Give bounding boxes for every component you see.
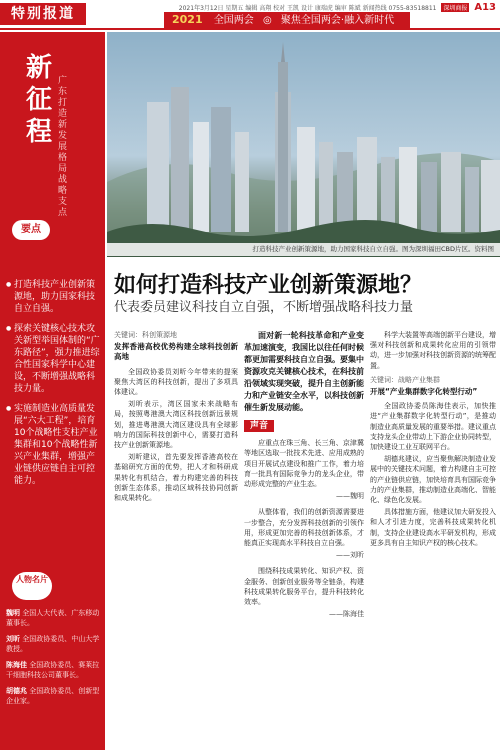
banner-title: 全国两会 xyxy=(213,15,254,26)
headline: 如何打造科技产业创新策源地？ xyxy=(114,273,423,298)
person-name: 陈海佳 xyxy=(6,661,27,669)
key-points xyxy=(6,279,102,495)
quote-text: 从整体看，我们的创新资源需要进一步整合，充分发挥科技创新的引领作用，形成更加完善的科技创新体系，才能真正实现高水平科技自立自强。 xyxy=(244,508,364,548)
banner-separator: ◎ xyxy=(263,15,272,26)
section-head: 开展“产业集群数字化转型行动” xyxy=(370,387,478,397)
person-card xyxy=(6,686,102,706)
points-tag: 要点 xyxy=(12,220,50,240)
quote-signature: ——陈海佳 xyxy=(329,610,364,619)
person-card xyxy=(6,608,102,628)
page-header xyxy=(0,0,500,30)
person-name: 刘昕 xyxy=(6,635,20,643)
keyword-line: 关键词：战略产业集群 xyxy=(370,375,440,384)
voice-tag: 声音 xyxy=(244,420,274,432)
issue-info: 2021年3月12日 星期五 编辑 高翔 校对 王凯 设计 康瑞虎 编审 陈斌 新闻热线 0755-83518811 xyxy=(178,5,437,12)
person-card xyxy=(6,660,102,680)
sidebar xyxy=(0,32,105,750)
key-point: ● 探索关键核心技术攻关新型举国体制的“广东路径”，强力推进综合性国家科学中心建设，不断增强战略科技力量。 xyxy=(6,323,102,395)
quote-text: 围绕科技成果转化、知识产权、资金服务、创新创业服务等全链条，构建科技成果转化服务平台，提升科技转化效率。 xyxy=(244,567,364,607)
cityscape-photo xyxy=(107,32,500,257)
edition-tag: 深圳商报 xyxy=(443,5,468,12)
quote-signature: ——刘昕 xyxy=(336,551,364,560)
person-desc: 全国政协委员、赛莱拉干细胞科技公司董事长。 xyxy=(6,661,100,679)
people-list xyxy=(6,608,102,712)
quote-text: 应重点在珠三角、长三角、京津冀等地区选取一批技术先进、应用成熟的项目开展试点建设和推广工作，着力培育一批具有国际竞争力的龙头企业，带动形成完整的产业生态。 xyxy=(244,439,364,489)
keyword-line: 关键词：科创策源地 xyxy=(114,331,177,339)
person-desc: 全国政协委员、中山大学教授。 xyxy=(6,635,100,653)
people-tag: 人物名片 xyxy=(12,572,52,600)
banner-year: 2021 xyxy=(172,13,203,26)
section-head: 发挥香港高校优势构建全球科技创新高地 xyxy=(114,342,238,362)
sidebar-title: 新征程 xyxy=(26,53,53,147)
article-column-3 xyxy=(370,330,496,550)
paragraph: 全国政协委员刘昕今年带来的提案聚焦大湾区的科技创新，提出了多项具体建议。 xyxy=(114,367,238,397)
article-column-2 xyxy=(244,330,364,625)
photo-caption: 打造科技产业创新策源地，助力国家科技自立自强。图为深圳福田CBD片区。资料图 xyxy=(107,243,500,256)
skyline-illustration xyxy=(107,32,500,257)
person-name: 魏明 xyxy=(6,609,20,617)
quote-signature: ——魏明 xyxy=(336,492,364,501)
paragraph: 胡德兆建议，应当聚焦解决制造业发展中的关键技术问题，着力构建自主可控的产业链供应链，加快培育具有国际竞争力的产业集群，推动制造业高端化、智能化、绿色化发展。 xyxy=(370,455,496,505)
person-desc: 全国政协委员、创新型企业家。 xyxy=(6,687,100,705)
person-name: 胡德兆 xyxy=(6,687,27,695)
person-desc: 全国人大代表、广东移动董事长。 xyxy=(6,609,100,627)
subheadline: 代表委员建议科技自立自强，不断增强战略科技力量 xyxy=(114,300,414,315)
person-card xyxy=(6,634,102,654)
banner-subtitle: 聚焦全国两会·融入新时代 xyxy=(280,15,395,26)
section-brand: 特别报道 xyxy=(0,3,86,25)
article-column-1 xyxy=(114,330,238,505)
paragraph: 全国政协委员陈海佳表示，加快推进“产业集群数字化转型行动”，是推动制造业高质量发展的重要举措。建议重点支持龙头企业带动上下游企业协同转型，加快建设工业互联网平台。 xyxy=(370,402,496,452)
paragraph: 科学大装置等高端创新平台建设，增强对科技创新和成果转化应用的引领带动，进一步加强对科技创新资源的统筹配置。 xyxy=(370,331,496,370)
paragraph: 刘昕表示，湾区国家未来战略布局，按照粤港澳大湾区科技创新远景规划，推进粤港澳大湾区建设具有全球影响力的国际科技创新中心，需要打造科技产业创新策源地。 xyxy=(114,400,238,450)
paragraph: 刘昕建议，首先要发挥香港高校在基础研究方面的优势，把人才和科研成果转化有机结合，着力构建完善的科技创新生态体系，推动区域科技协同创新和成果转化。 xyxy=(114,453,238,503)
page-number: A13 xyxy=(474,2,496,13)
lead-paragraph: 面对新一轮科技革命和产业变革加速演变，我国比以往任何时候都更加需要科技自立自强。要集中资源攻克关键核心技术，在科技前沿领域实现突破，提升自主创新能力和产业链安全水平，以科技创新催生新发展动能。 xyxy=(244,331,364,412)
sidebar-subtitle: 广东打造新发展格局战略支点 xyxy=(58,76,68,218)
key-point: ● 实施制造业高质量发展“六大工程”，培育10个战略性支柱产业集群和10个战略性新兴产业集群，增强产业链供应链自主可控能力。 xyxy=(6,403,102,487)
section-banner xyxy=(164,12,410,28)
key-point: ● 打造科技产业创新策源地，助力国家科技自立自强。 xyxy=(6,279,102,315)
paragraph: 具体措施方面，他建议加大研发投入和人才引进力度，完善科技成果转化机制，支持企业建设高水平研发机构，形成更多具有自主知识产权的核心技术。 xyxy=(370,508,496,547)
